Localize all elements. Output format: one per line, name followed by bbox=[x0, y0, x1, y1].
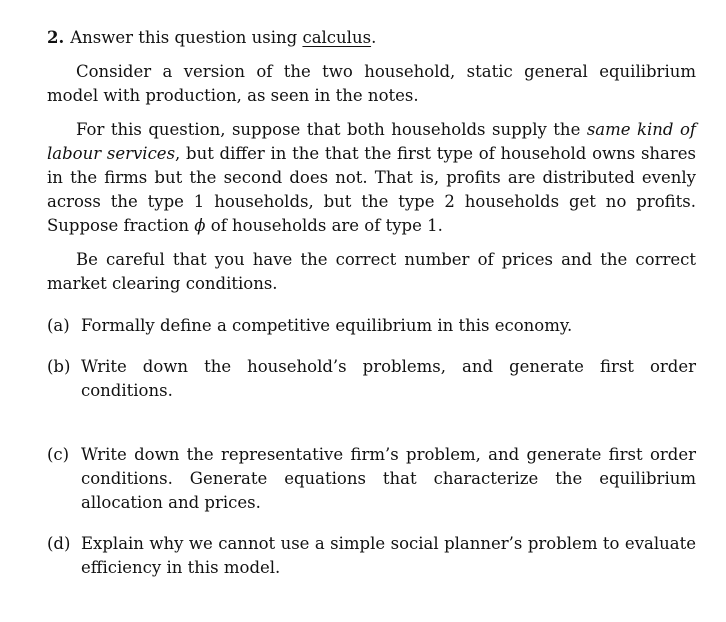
assumptions-text-middle: , but differ in the that the first type of household owns shares in the firms but the second does not. That is, profits are distributed evenly across the type 1 households, but the type 2 households get no profits. Suppose fraction bbox=[47, 144, 696, 235]
question-part-d bbox=[47, 532, 696, 580]
part-text: Write down the representative firm’s problem, and generate first order conditions. Generate equations that characterize the equilibrium allocation and prices. bbox=[81, 445, 696, 512]
question-part-a bbox=[47, 314, 696, 338]
question-intro-end: . bbox=[371, 28, 377, 47]
question-parts-list bbox=[47, 314, 696, 580]
phi-symbol: ϕ bbox=[194, 216, 206, 235]
paragraph-model-description: Consider a version of the two household, static general equilibrium model with production, as seen in the notes. bbox=[47, 62, 696, 105]
part-label: (c) bbox=[47, 445, 70, 464]
question-part-c bbox=[47, 443, 696, 515]
question-part-b bbox=[47, 355, 696, 403]
paragraph-assumptions bbox=[47, 118, 696, 238]
assumptions-italic-phrase: same kind of labour services bbox=[47, 120, 696, 163]
part-text: Explain why we cannot use a simple social planner’s problem to evaluate efficiency in this model. bbox=[81, 534, 696, 577]
question-number: 2. bbox=[47, 28, 65, 47]
question-intro-underlined: calculus bbox=[302, 28, 372, 47]
part-label: (b) bbox=[47, 357, 71, 376]
part-label: (d) bbox=[47, 534, 71, 553]
assumptions-text-start: For this question, suppose that both households supply the bbox=[76, 120, 587, 139]
paragraph-caution: Be careful that you have the correct number of prices and the correct market clearing conditions. bbox=[47, 250, 696, 293]
question-intro-text: Answer this question using bbox=[70, 28, 303, 47]
question-heading bbox=[47, 26, 696, 50]
part-text: Write down the household’s problems, and generate first order conditions. bbox=[81, 357, 696, 400]
part-label: (a) bbox=[47, 316, 70, 335]
assumptions-text-end: of households are of type 1. bbox=[205, 216, 443, 235]
question-document bbox=[47, 26, 696, 580]
part-text: Formally define a competitive equilibrium in this economy. bbox=[81, 316, 573, 335]
